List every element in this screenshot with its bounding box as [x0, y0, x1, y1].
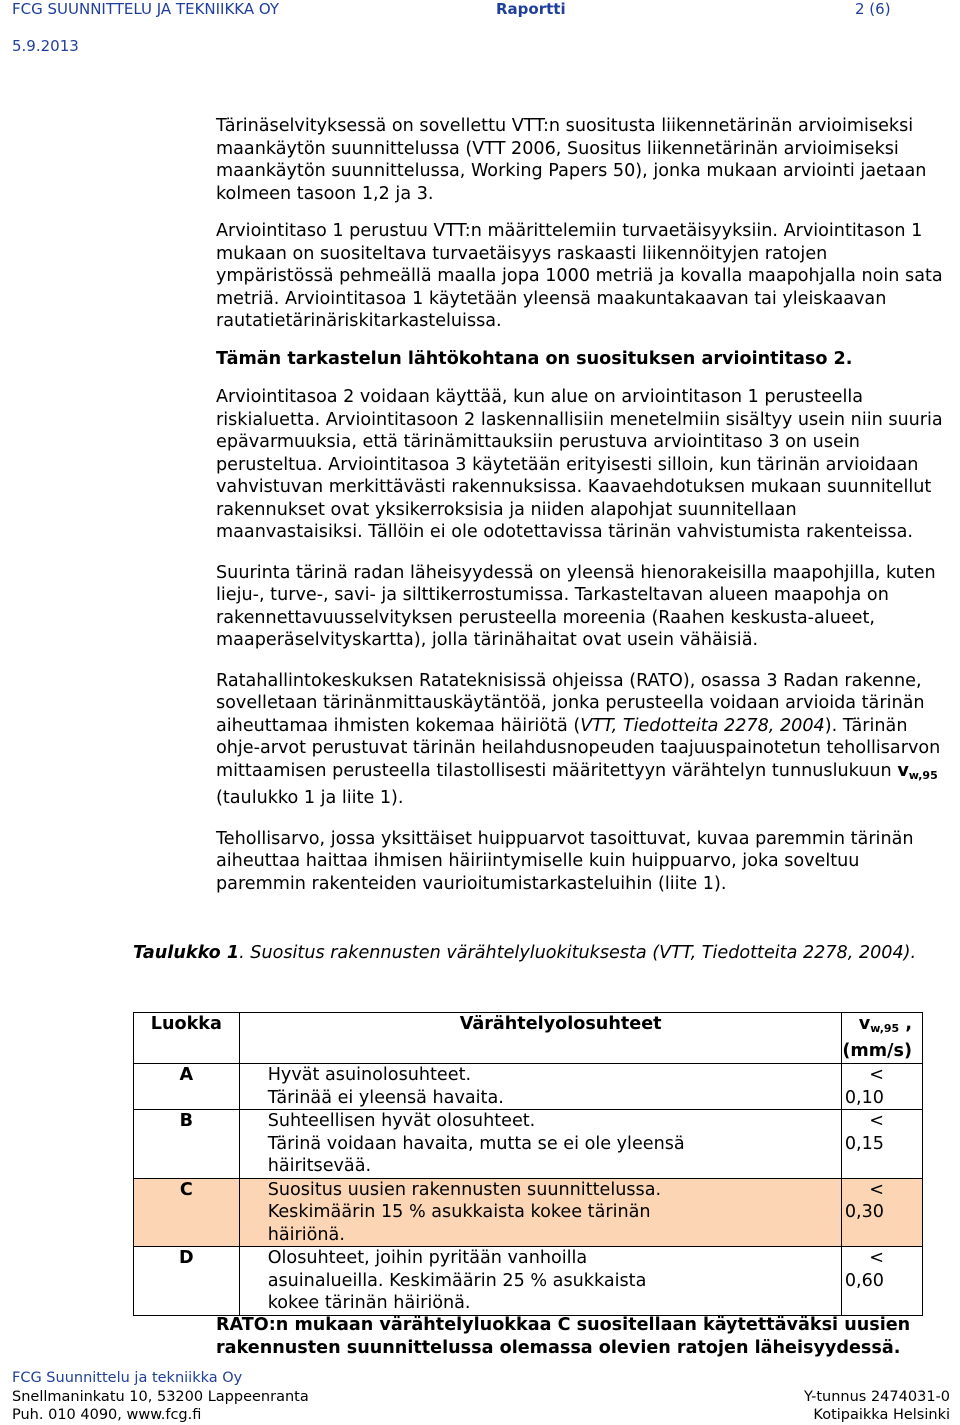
header-value-subscript: w,95 — [870, 1022, 900, 1035]
table-row — [134, 1064, 923, 1110]
paragraph-vtt-recommendation: Tärinäselvityksessä on sovellettu VTT:n suositusta liikennetärinän arvioimiseksi maankäytön suunnittelussa (VTT 2006, Suositus liikennetärinän arvioimiseksi maankäytön suunnittelussa, Working Papers 50), jonka mukaan arviointi jaetaan kolmeen tasoon 1,2 ja 3. — [216, 116, 927, 204]
row-conditions-line1: Hyvät asuinolosuhteet. — [267, 1065, 472, 1085]
conclusion-text: RATO:n mukaan värähtelyluokkaa C suositellaan käytettäväksi uusien rakennusten suunnittelussa olemassa olevien ratojen läheisyydessä. — [216, 1315, 911, 1358]
table-row — [134, 1110, 923, 1179]
header-conditions-label: Värähtelyolosuhteet — [459, 1014, 662, 1034]
header-page-number: 2 (6) — [855, 0, 891, 18]
row-conditions-line1: Olosuhteet, joihin pyritään vanhoilla — [267, 1248, 588, 1268]
row-conditions-line2: Tärinää ei yleensä havaita. — [267, 1087, 504, 1108]
table-row — [134, 1247, 923, 1316]
footer-company: FCG Suunnittelu ja tekniikka Oy — [12, 1370, 243, 1386]
paragraph-rms: Tehollisarvo, jossa yksittäiset huippuarvot tasoittuvat, kuvaa paremmin tärinän aiheuttaa haittaa ihmisen häiriintymiselle kuin huippuarvo, joka soveltuu paremmin rakenteiden vaurioitumistarkasteluihin (liite 1). — [216, 828, 914, 894]
rato-symbol-v: v — [897, 760, 909, 781]
rato-symbol-subscript: w,95 — [908, 768, 938, 782]
row-conditions-line1: Suhteellisen hyvät olosuhteet. — [267, 1111, 536, 1131]
table-header-row — [134, 1013, 923, 1064]
rato-reference: VTT, Tiedotteita 2278, 2004 — [580, 715, 825, 736]
rato-text-a: Ratahallintokeskuksen Ratateknisissä ohjeissa (RATO), osassa 3 Radan rakenne, sovelletaan tärinänmittauskäytäntöä, jonka perusteella voidaan arvioida tärinän aiheuttamaa ihmisten kokemaa häiriötä ( — [216, 670, 925, 736]
paragraph-soil: Suurinta tärinä radan läheisyydessä on yleensä hienorakeisilla maapohjilla, kuten lieju-, turve-, savi- ja silttikerrostumissa. Tarkasteltavan alueen maapohja on rakennettavuusselvityksen perusteella moreenia (Raahen keskusta-alueet, maaperäselvityskartta), jolla tärinähaitat ovat usein vähäisiä. — [216, 562, 936, 650]
row-value: < 0,60 — [842, 1247, 923, 1316]
table-caption-label: Taulukko 1 — [133, 943, 240, 963]
header-value-v: v — [858, 1014, 871, 1034]
footer-phone: Puh. 010 4090, www.fcg.fi — [12, 1407, 202, 1423]
paragraph-level-2-3: Arviointitasoa 2 voidaan käyttää, kun alue on arviointitason 1 perusteella riskialuetta. Arviointitasoon 2 laskennallisiin menetelmiin sisältyy usein niin suuria epävarmuuksia, että tärinämittauksiin perustuva arviointitaso 3 on usein perusteltua. Arviointitasoa 3 käytetään erityisesti silloin, kun tärinän arvioidaan vahvistuvan merkittävästi rakennuksissa. Kaavaehdotuksen mukaan suunnitellut rakennukset ovat yksikerroksisia ja niiden alapohjat suunnitellaan maanvastaisiksi. Tällöin ei ole odotettavissa tärinän vahvistumista rakenteissa. — [216, 387, 943, 542]
footer-address: Snellmaninkatu 10, 53200 Lappeenranta — [12, 1389, 309, 1405]
table-caption-text: . Suositus rakennusten värähtelyluokituksesta (VTT, Tiedotteita 2278, 2004). — [239, 943, 917, 963]
row-class: C — [134, 1178, 240, 1247]
row-value: < 0,15 — [842, 1110, 923, 1179]
header-doc-type: Raportti — [496, 0, 566, 18]
paragraph-rato — [216, 670, 943, 810]
row-class: D — [134, 1247, 240, 1316]
paragraph-level-1: Arviointitaso 1 perustuu VTT:n määrittelemiin turvaetäisyyksiin. Arviointitason 1 mukaan on suositeltava turvaetäisyys raskaasti liikennöityjen ratojen ympäristössä pehmeällä maalla jopa 1000 metriä ja kovalla maapohjalla noin sata metriä. Arviointitasoa 1 käytetään yleensä maakuntakaavan tai yleiskaavan rautatietärinäriskitarkasteluissa. — [216, 221, 943, 331]
table-caption — [133, 942, 955, 965]
row-conditions-line2: Tärinä voidaan havaita, mutta se ei ole yleensä häiritsevää. — [267, 1133, 685, 1176]
row-conditions-line2: asuinalueilla. Keskimäärin 25 % asukkaista kokee tärinän häiriönä. — [267, 1270, 647, 1313]
header-company: FCG SUUNNITTELU JA TEKNIIKKA OY — [12, 0, 280, 18]
footer-domicile: Kotipaikka Helsinki — [813, 1407, 950, 1423]
header-date: 5.9.2013 — [12, 37, 79, 55]
header-conditions — [239, 1013, 842, 1064]
table-row — [134, 1178, 923, 1247]
row-conditions — [239, 1247, 842, 1316]
row-class: B — [134, 1110, 240, 1179]
row-conditions-line1: Suositus uusien rakennusten suunnittelussa. — [267, 1179, 662, 1200]
footer-ytunnus: Y-tunnus 2474031-0 — [803, 1389, 950, 1405]
header-value — [842, 1013, 923, 1064]
rato-text-b: ). Tärinän ohje-arvot perustuvat tärinän heilahdusnopeuden taajuuspainotetun tehollisarvon mittaamisen perusteella tilastollisesti määritettyyn värähtelyn tunnuslukuun — [216, 715, 941, 781]
report-body — [216, 115, 943, 895]
header-class: Luokka — [134, 1013, 240, 1064]
row-class: A — [134, 1064, 240, 1110]
header-value-unit: ,(mm/s) — [842, 1014, 912, 1061]
row-conditions — [239, 1110, 842, 1179]
vibration-class-table — [133, 1012, 923, 1316]
row-value: < 0,10 — [842, 1064, 923, 1110]
row-conditions — [239, 1064, 842, 1110]
row-conditions — [239, 1178, 842, 1247]
rato-text-c: (taulukko 1 ja liite 1). — [216, 788, 404, 808]
paragraph-starting-point: Tämän tarkastelun lähtökohtana on suosituksen arviointitaso 2. — [216, 348, 853, 369]
row-conditions-line2: Keskimäärin 15 % asukkaista kokee tärinän häiriönä. — [267, 1202, 651, 1245]
row-value: < 0,30 — [842, 1178, 923, 1247]
